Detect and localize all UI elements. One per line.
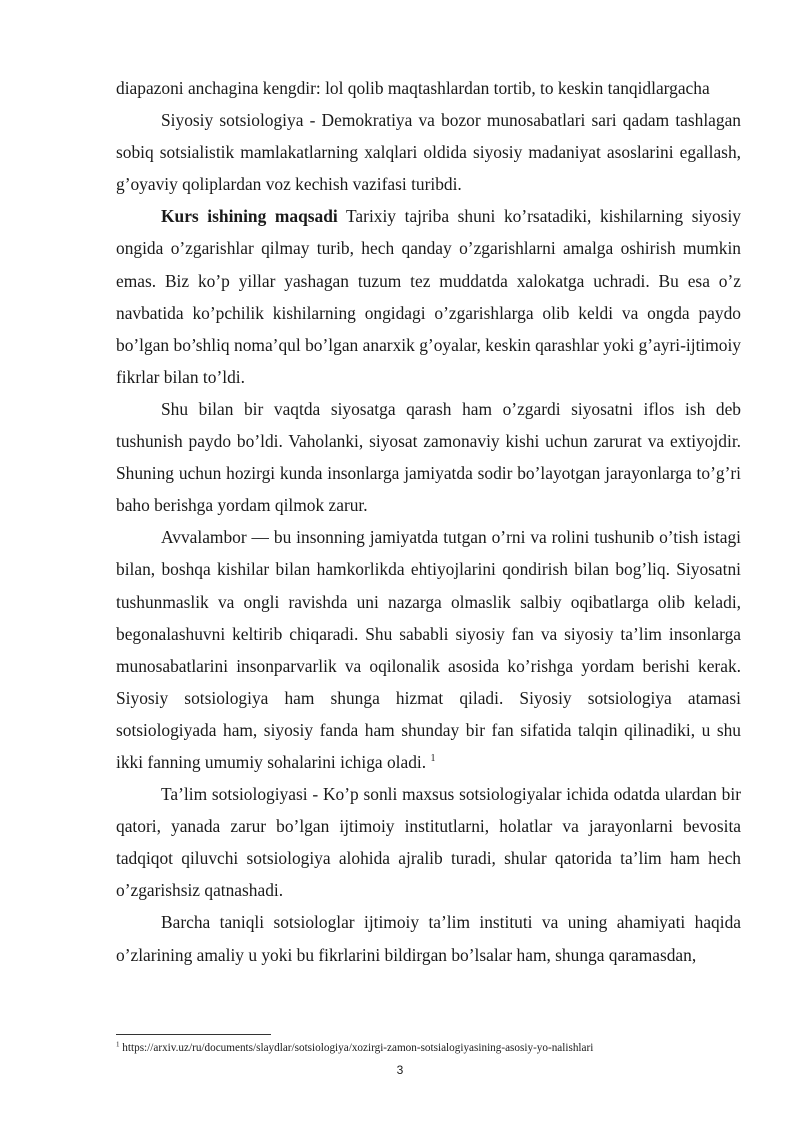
paragraph-text: Ta’lim sotsiologiyasi - Ko’p sonli maxsus sotsiologiyalar ichida odatda ulardan bir qatori, yanada zarur bo’lgan ijtimoiy institutlarni, holatlar va jarayonlarni bevosita tadqiqot qiluvchi sotsiologiya alohida ajralib turadi, shular qatorida ta’lim ham hech o’zgarishsiz qatnashadi. [116,784,741,901]
footnote [116,1041,756,1055]
footnote-separator [116,1034,271,1035]
paragraph-avvalambor [116,521,741,778]
paragraph-continuation [116,72,741,104]
footnote-link[interactable]: https://arxiv.uz/ru/documents/slaydlar/sotsiologiya/xozirgi-zamon-sotsialogiyasining-asosiy-yo-nalishlari [119,1042,594,1054]
paragraph-text: Shu bilan bir vaqtda siyosatga qarash ham o’zgardi siyosatni iflos ish deb tushunish paydo bo’ldi. Vaholanki, siyosat zamonaviy kishi uchun zarurat va extiyojdir. Shuning uchun hozirgi kunda insonlarga jamiyatda sodir bo’layotgan jarayonlarga to’g’ri baho berishga yordam qilmok zarur. [116,398,741,516]
footnote-number: 1 [116,1040,120,1049]
paragraph-siyosatga-qarash [116,393,741,521]
page-number: 3 [396,1063,404,1077]
paragraph-lead-bold: Kurs ishining maqsadi [161,206,338,227]
page-body [116,72,741,971]
paragraph-text: Tarixiy tajriba shuni ko’rsatadiki, kishilarning siyosiy ongida o’zgarishlar qilmay turib, hech qanday o’zgarishlarni amalga oshirish mumkin emas. Biz ko’p yillar yashagan tuzum tez muddatda xalokatga uchradi. Bu esa o’z navbatida ko’pchilik kishilarning ongidagi o’zgarishlarga olib keldi va ongda paydo bo’lgan bo’shliq noma’qul bo’lgan anarxik g’oyalar, keskin qarashlar yoki g’ayri-ijtimoiy fikrlar bilan to’ldi. [116,206,741,387]
paragraph-text: Barcha taniqli sotsiologlar ijtimoiy ta’lim instituti va uning ahamiyati haqida o’zlarining amaliy u yoki bu fikrlarini bildirgan bo’lsalar ham, shunga qaramasdan, [116,912,741,965]
paragraph-text: diapazoni anchagina kengdir: lol qolib maqtashlardan tortib, to keskin tanqidlargacha [116,78,710,98]
paragraph-talim-sotsiologiyasi [116,778,741,906]
paragraph-siyosiy-sotsiologiya [116,104,741,200]
paragraph-barcha-sotsiologlar [116,906,741,970]
footnote-reference[interactable]: 1 [430,753,436,765]
paragraph-kurs-maqsadi [116,200,741,393]
paragraph-text: Siyosiy sotsiologiya - Demokratiya va bozor munosabatlari sari qadam tashlagan sobiq sotsialistik mamlakatlarning xalqlari oldida siyosiy madaniyat asoslarini egallash, g’oyaviy qoliplardan voz kechish vazifasi turibdi. [116,110,741,195]
paragraph-text: Avvalambor — bu insonning jamiyatda tutgan o’rni va rolini tushunib o’tish istagi bilan, boshqa kishilar bilan hamkorlikda ehtiyojlarini qondirish bilan bog’liq. Siyosatni tushunmaslik va ongli ravishda uni nazarga olmaslik salbiy oqibatlarga olib keladi, begonalashuvni keltirib chiqaradi. Shu sababli siyosiy fan va siyosiy ta’lim insonlarga munosabatlarini insonparvarlik va oqilonalik asosida ko’rishga yordam berishi kerak. Siyosiy sotsiologiya ham shunga hizmat qiladi. Siyosiy sotsiologiya atamasi sotsiologiyada ham, siyosiy fanda ham shunday bir fan sifatida talqin qilinadiki, u shu ikki fanning umumiy sohalarini ichiga oladi. [116,527,741,772]
